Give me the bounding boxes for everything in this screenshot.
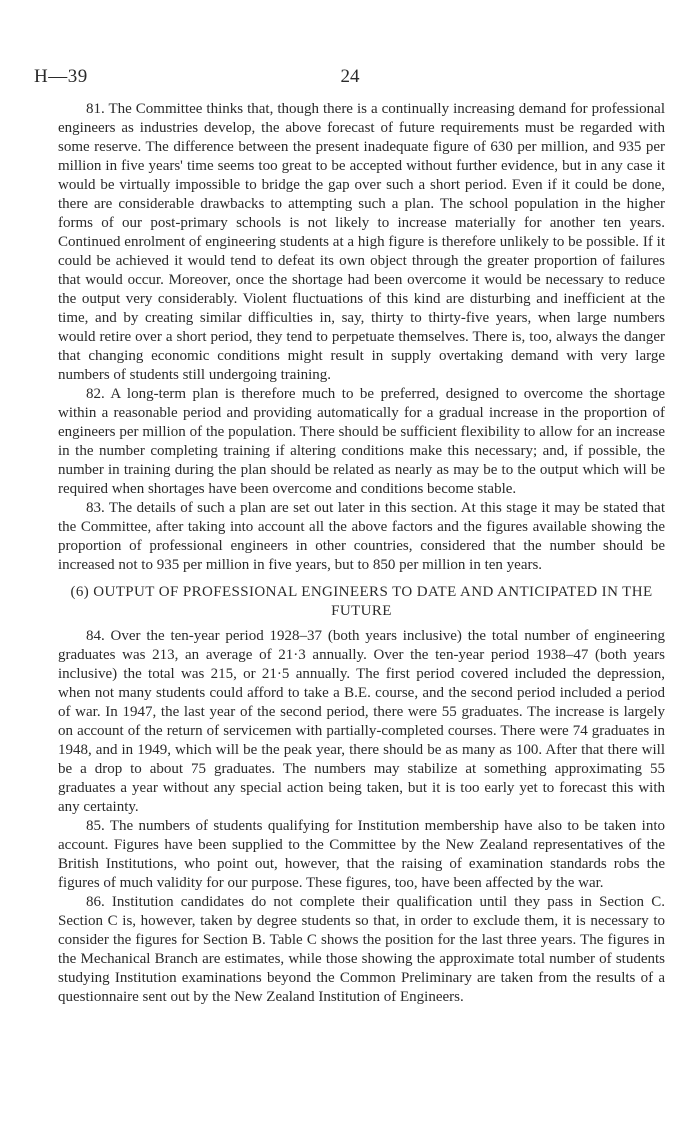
page-number: 24 bbox=[340, 66, 360, 87]
paragraph-85: 85. The numbers of students qualifying for Institution membership have also to be taken into account. Figures have been supplied to the Committee by the New Zealand representatives of the British Institutions, who point out, however, that the raising of examination standards robs the figures of much validity for our purpose. These figures, too, have been affected by the war. bbox=[58, 818, 665, 891]
document-id: H—39 bbox=[34, 66, 88, 87]
body-text bbox=[58, 100, 665, 1007]
section-heading: (6) OUTPUT OF PROFESSIONAL ENGINEERS TO DATE AND ANTICIPATED IN THE FUTURE bbox=[70, 584, 653, 619]
page-header bbox=[34, 66, 666, 90]
paragraph-83: 83. The details of such a plan are set out later in this section. At this stage it may be stated that the Committee, after taking into account all the above factors and the figures available showing the proportion of professional engineers in other countries, considered that the number should be increased not to 935 per million in five years, but to 850 per million in ten years. bbox=[58, 500, 665, 573]
paragraph-84: 84. Over the ten-year period 1928–37 (both years inclusive) the total number of engineering graduates was 213, an average of 21·3 annually. Over the ten-year period 1938–47 (both years inclusive) the total was 215, or 21·5 annually. The first period covered included the depression, when not many students could afford to take a B.E. course, and the second period included a period of war. In 1947, the last year of the second period, there were 55 graduates. The increase is largely on account of the return of servicemen with partially-completed courses. There were 74 graduates in 1948, and in 1949, which will be the peak year, there should be as many as 100. After that there will be a drop to about 75 graduates. The numbers may stabilize at something approximating 55 graduates a year without any special action being taken, but it is too early yet to forecast this with any certainty. bbox=[58, 628, 665, 815]
paragraph-81: 81. The Committee thinks that, though there is a continually increasing demand for professional engineers as industries develop, the above forecast of future requirements must be regarded with some reserve. The difference between the present inadequate figure of 630 per million, and 935 per million in five years' time seems too great to be accepted without further evidence, but in any case it would be virtually impossible to bridge the gap over such a short period. Even if it could be done, there are considerable drawbacks to attempting such a plan. The school population in the higher forms of our post-primary schools is not likely to increase materially for another ten years. Continued enrolment of engineering students at a high figure is therefore unlikely to be possible. If it could be achieved it would tend to defeat its own object through the greater proportion of failures that would occur. Moreover, once the shortage had been overcome it would be necessary to reduce the output very considerably. Violent fluctuations of this kind are disturbing and inefficient at the time, and by creating similar difficulties in, say, thirty to thirty-five years, when large numbers would retire over a short period, they tend to perpetuate themselves. There is, too, always the danger that changing economic conditions might result in supply overtaking demand with very large numbers of students still undergoing training. bbox=[58, 101, 665, 383]
paragraph-82: 82. A long-term plan is therefore much to be preferred, designed to overcome the shortage within a reasonable period and providing automatically for a gradual increase in the proportion of engineers per million of the population. There should be sufficient flexibility to allow for an increase in the number completing training if altering conditions make this necessary; and, if possible, the number in training during the plan should be related as nearly as may be to the output which will be required when shortages have been overcome and conditions become stable. bbox=[58, 386, 665, 497]
paragraph-86: 86. Institution candidates do not complete their qualification until they pass in Section C. Section C is, however, taken by degree students so that, in order to exclude them, it is necessary to consider the figures for Section B. Table C shows the position for the last three years. The figures in the Mechanical Branch are estimates, while those showing the approximate total number of students studying Institution examinations beyond the Common Preliminary are taken from the results of a questionnaire sent out by the New Zealand Institution of Engineers. bbox=[58, 894, 665, 1005]
